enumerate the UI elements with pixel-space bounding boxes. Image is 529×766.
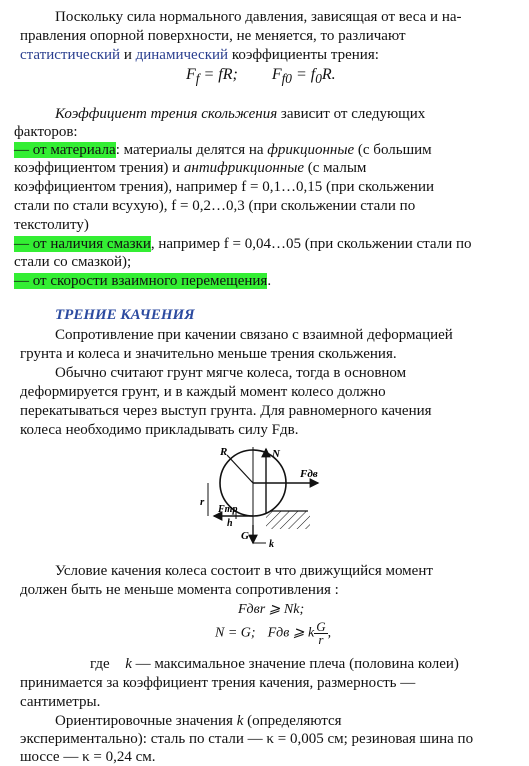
- para2-line1: Коэффициент трения скольжения зависит от следующих: [55, 106, 426, 122]
- section-line3: Обычно считают грунт мягче колеса, тогда в основном: [55, 365, 407, 381]
- last-line2: экспериментально): сталь по стали — κ = 0,005 см; резиновая шина по: [20, 731, 474, 747]
- radius-line: [227, 455, 253, 483]
- factor-lubrication: — от наличия смазки, например f = 0,04…05 (при скольжении стали по: [14, 236, 472, 252]
- section-line5: перекатываться через выступ грунта. Для равномерного качения: [20, 403, 432, 419]
- label-G: G: [241, 530, 249, 542]
- section-line6: колеса необходимо прикладывать силу Fдв.: [20, 422, 299, 438]
- rolling-wheel-diagram: [196, 443, 326, 551]
- section-line4: деформируется грунт, и в каждый момент колесо должно: [20, 384, 386, 400]
- para1-line1: Поскольку сила нормального давления, зависящая от веса и на-: [55, 9, 462, 25]
- section-line2: грунта и колеса и значительно меньше трения скольжения.: [20, 346, 397, 362]
- where-line1: где k — максимальное значение плеча (половина колеи): [90, 656, 459, 672]
- formula-force: N = G; Fдв ⩾ k $\frac{G}{r}$ ,: [215, 619, 332, 647]
- ground-hatch: [266, 511, 310, 529]
- conj: и: [123, 47, 132, 63]
- term-static: статистический: [20, 47, 121, 63]
- para2-line2: факторов:: [14, 124, 78, 140]
- factor-lubrication-line2: стали со смазкой);: [14, 254, 132, 270]
- condition-line2: должен быть не меньше момента сопротивления :: [20, 582, 339, 598]
- section-title: ТРЕНИЕ КАЧЕНИЯ: [55, 307, 195, 323]
- where-line2: принимается за коэффициент трения качения, размерность —: [20, 675, 416, 691]
- formula-moment: Fдвr ⩾ Nk;: [238, 602, 305, 617]
- condition-line1: Условие качения колеса состоит в что движущийся момент: [55, 563, 433, 579]
- label-Fdv: Fдв: [300, 468, 318, 480]
- label-k: k: [269, 539, 274, 550]
- factor-material-line5: текстолиту): [14, 217, 89, 233]
- highlight-material: — от материала: [14, 142, 116, 158]
- factor-speed: — от скорости взаимного перемещения.: [14, 273, 272, 289]
- label-Ftr: Fтр: [218, 504, 238, 515]
- factor-material-line4: стали по стали всухую), f = 0,2…0,3 (при скольжении стали по: [14, 198, 416, 214]
- label-r: r: [200, 496, 205, 508]
- highlight-speed: — от скорости взаимного перемещения: [14, 273, 268, 289]
- factor-material: — от материала: материалы делятся на фрикционные (с большим: [14, 142, 432, 158]
- label-h: h: [227, 518, 233, 529]
- where-line3: сантиметры.: [20, 694, 101, 710]
- label-R: R: [220, 446, 228, 458]
- section-line1: Сопротивление при качении связано с взаимной деформацией: [55, 327, 453, 343]
- para1-line3: [20, 46, 379, 64]
- factor-material-line2: коэффициентом трения) и антифрикционные (с малым: [14, 160, 367, 176]
- term-dynamic: динамический: [135, 47, 229, 63]
- formula-friction: $F_f$ = fR; $F_{f0} = f_0R$.: [186, 66, 336, 87]
- last-line1: Ориентировочные значения k (определяются: [55, 713, 342, 729]
- para1-line3-rest: коэффициенты трения:: [231, 47, 379, 63]
- highlight-lubrication: — от наличия смазки: [14, 236, 151, 252]
- para1-line2: правления опорной поверхности, не меняется, то различают: [20, 28, 406, 44]
- factor-material-line3: коэффициентом трения), например f = 0,1…0,15 (при скольжении: [14, 179, 434, 195]
- label-N: N: [272, 448, 280, 460]
- last-line3: шоссе — κ = 0,24 см.: [20, 749, 156, 765]
